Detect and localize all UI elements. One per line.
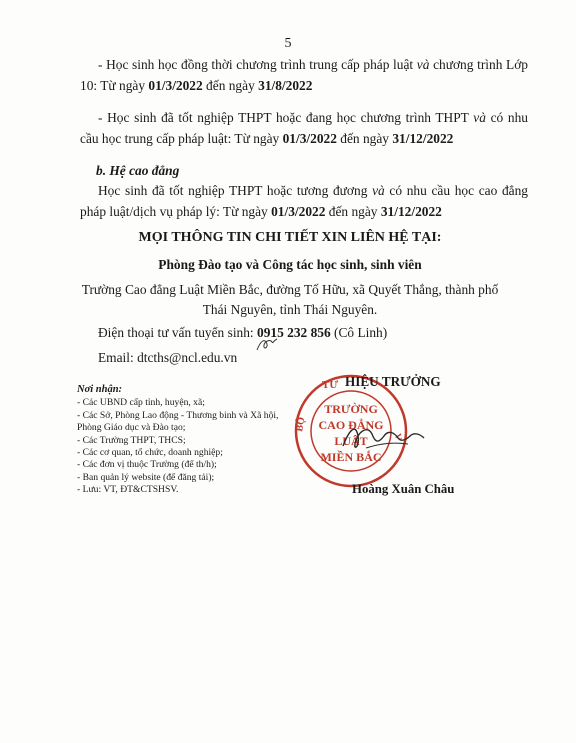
admission-period-college: Học sinh đã tốt nghiệp THPT hoặc tương đương và có nhu cầu học cao đẳng pháp luật/dịch vụ pháp lý: Từ ngày 01/3/2022 đến ngày 31/12/2022: [80, 183, 528, 219]
section-heading-college: b. Hệ cao đẳng: [96, 163, 180, 178]
recipient-item: - Các Sở, Phòng Lao động - Thương binh và Xã hội, Phòng Giáo dục và Đào tạo;: [77, 409, 279, 434]
address-line-2: Thái Nguyên, tỉnh Thái Nguyên.: [202, 302, 378, 317]
seal-line-4: MIỀN BẮC: [320, 450, 382, 464]
seal-line-2: CAO ĐẲNG: [318, 418, 384, 432]
seal-line-3: LUẬT: [334, 434, 368, 448]
recipients-block: [77, 384, 302, 497]
recipient-item: - Ban quản lý website (để đăng tải);: [77, 471, 215, 483]
admission-period-grade10: - Học sinh học đồng thời chương trình trung cấp pháp luật và chương trình Lớp 10: Từ ngày 01/3/2022 đến ngày 31/8/2022: [80, 57, 528, 93]
seal-outer-top: TƯ: [322, 379, 339, 391]
contact-heading: MỌI THÔNG TIN CHI TIẾT XIN LIÊN HỆ TẠI:: [138, 230, 442, 245]
seal-line-1: TRƯỜNG: [324, 402, 378, 416]
admission-period-highschool: - Học sinh đã tốt nghiệp THPT hoặc đang học chương trình THPT và có nhu cầu học trung cấp pháp luật: Từ ngày 01/3/2022 đến ngày 31/12/2022: [80, 110, 528, 146]
recipient-item: - Các Trường THPT, THCS;: [77, 434, 186, 446]
address: [60, 280, 520, 320]
recipients-title: Nơi nhận:: [77, 384, 123, 395]
phone-line: Điện thoại tư vấn tuyển sinh: 0915 232 856 (Cô Linh): [98, 325, 388, 340]
recipient-item: - Các cơ quan, tổ chức, doanh nghiệp;: [77, 447, 223, 459]
handwritten-signature-icon: [338, 418, 428, 458]
recipient-item: - Các UBND cấp tỉnh, huyện, xã;: [77, 397, 205, 409]
email-line: Email: dtcths@ncl.edu.vn: [98, 350, 238, 365]
signature-title: HIỆU TRƯỞNG: [345, 374, 441, 389]
email-address[interactable]: dtcths@ncl.edu.vn: [137, 350, 238, 365]
seal-outer-left: BỘ: [294, 416, 308, 433]
phone-number: 0915 232 856: [257, 325, 331, 340]
page-number: 5: [284, 36, 292, 51]
recipient-item: - Các đơn vị thuộc Trường (để th/h);: [77, 459, 217, 471]
address-line-1: Trường Cao đẳng Luật Miền Bắc, đường Tố Hữu, xã Quyết Thắng, thành phố: [81, 282, 499, 297]
department-name: Phòng Đào tạo và Công tác học sinh, sinh viên: [158, 257, 422, 272]
signer-name: Hoàng Xuân Châu: [352, 482, 455, 496]
recipient-item: - Lưu: VT, ĐT&CTSHSV.: [77, 484, 179, 496]
initials-mark-icon: [255, 336, 281, 354]
svg-text:V: V: [393, 432, 405, 441]
